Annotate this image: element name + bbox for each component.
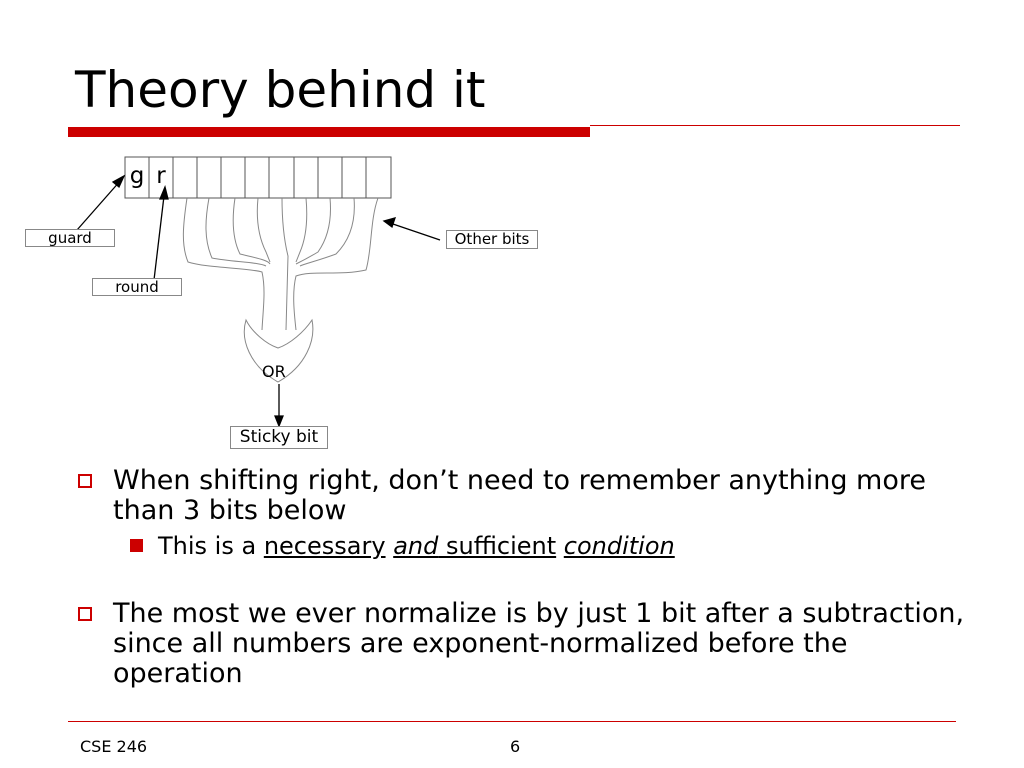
bullet-1-text: When shifting right, don’t need to remember anything more than 3 bits below: [113, 465, 926, 526]
wire-bundle: [183, 198, 378, 330]
slide-title: Theory behind it: [75, 61, 486, 119]
sub-bullet-necessary: necessary: [263, 532, 386, 560]
sub-bullet-square-icon: [130, 539, 143, 552]
sticky-bit-label: Sticky bit: [230, 426, 328, 449]
round-label: round: [92, 278, 182, 296]
sub-bullet-text: [158, 531, 675, 561]
or-gate-label: OR: [262, 362, 286, 381]
footer-course: CSE 246: [80, 737, 148, 756]
round-bit-cell: r: [156, 163, 166, 189]
bullet-square-icon: [78, 474, 92, 488]
bullet-square-icon: [78, 607, 92, 621]
sub-bullet-condition: condition: [563, 532, 675, 560]
arrows: [77, 176, 440, 426]
footer-divider: [68, 721, 956, 722]
footer-page-number: 6: [510, 737, 521, 756]
guard-bit-cell: g: [129, 163, 145, 189]
sub-bullet-and: and: [393, 532, 439, 560]
other-bits-label: Other bits: [446, 230, 538, 249]
guard-label: guard: [25, 229, 115, 247]
sub-bullet-sufficient: sufficient: [438, 532, 557, 560]
bullet-2-text: The most we ever normalize is by just 1 bit after a subtraction, since all numbers are exponent-normalized before the operation: [113, 598, 965, 689]
sub-bullet-prefix: This is a: [158, 532, 264, 560]
